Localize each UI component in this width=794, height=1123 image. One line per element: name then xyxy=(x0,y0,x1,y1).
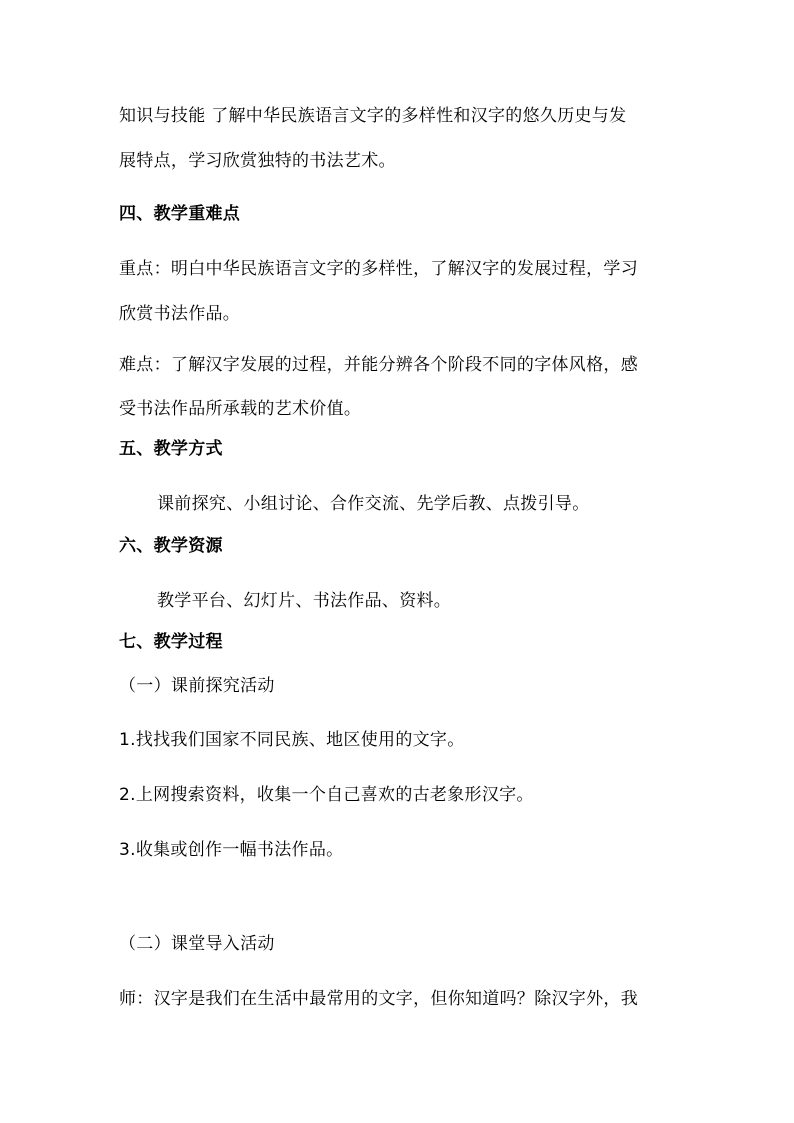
paragraph-difficult-line-1: 难点：了解汉字发展的过程，并能分辨各个阶段不同的字体风格，感 xyxy=(119,355,638,375)
section-heading-5: 五、教学方式 xyxy=(119,439,223,459)
section-heading-7: 七、教学过程 xyxy=(119,632,223,652)
paragraph-key-line-2: 欣赏书法作品。 xyxy=(119,304,241,324)
subsection-heading-1: （一）课前探究活动 xyxy=(119,676,275,696)
paragraph-knowledge-line-1: 知识与技能 了解中华民族语言文字的多样性和汉字的悠久历史与发 xyxy=(119,106,627,126)
list-item-2: 2.上网搜索资料，收集一个自己喜欢的古老象形汉字。 xyxy=(119,785,534,805)
paragraph-knowledge-line-2: 展特点，学习欣赏独特的书法艺术。 xyxy=(119,151,396,171)
list-item-3: 3.收集或创作一幅书法作品。 xyxy=(119,840,344,860)
paragraph-resources: 教学平台、幻灯片、书法作品、资料。 xyxy=(157,591,452,611)
section-heading-4: 四、教学重难点 xyxy=(119,204,241,224)
paragraph-teacher: 师：汉字是我们在生活中最常用的文字，但你知道吗？除汉字外，我 xyxy=(119,989,638,1009)
section-heading-6: 六、教学资源 xyxy=(119,536,223,556)
paragraph-methods: 课前探究、小组讨论、合作交流、先学后教、点拨引导。 xyxy=(157,494,590,514)
paragraph-key-line-1: 重点：明白中华民族语言文字的多样性，了解汉字的发展过程，学习 xyxy=(119,259,638,279)
paragraph-difficult-line-2: 受书法作品所承载的艺术价值。 xyxy=(119,399,362,419)
list-item-1: 1.找找我们国家不同民族、地区使用的文字。 xyxy=(119,730,465,750)
subsection-heading-2: （二）课堂导入活动 xyxy=(119,934,275,954)
